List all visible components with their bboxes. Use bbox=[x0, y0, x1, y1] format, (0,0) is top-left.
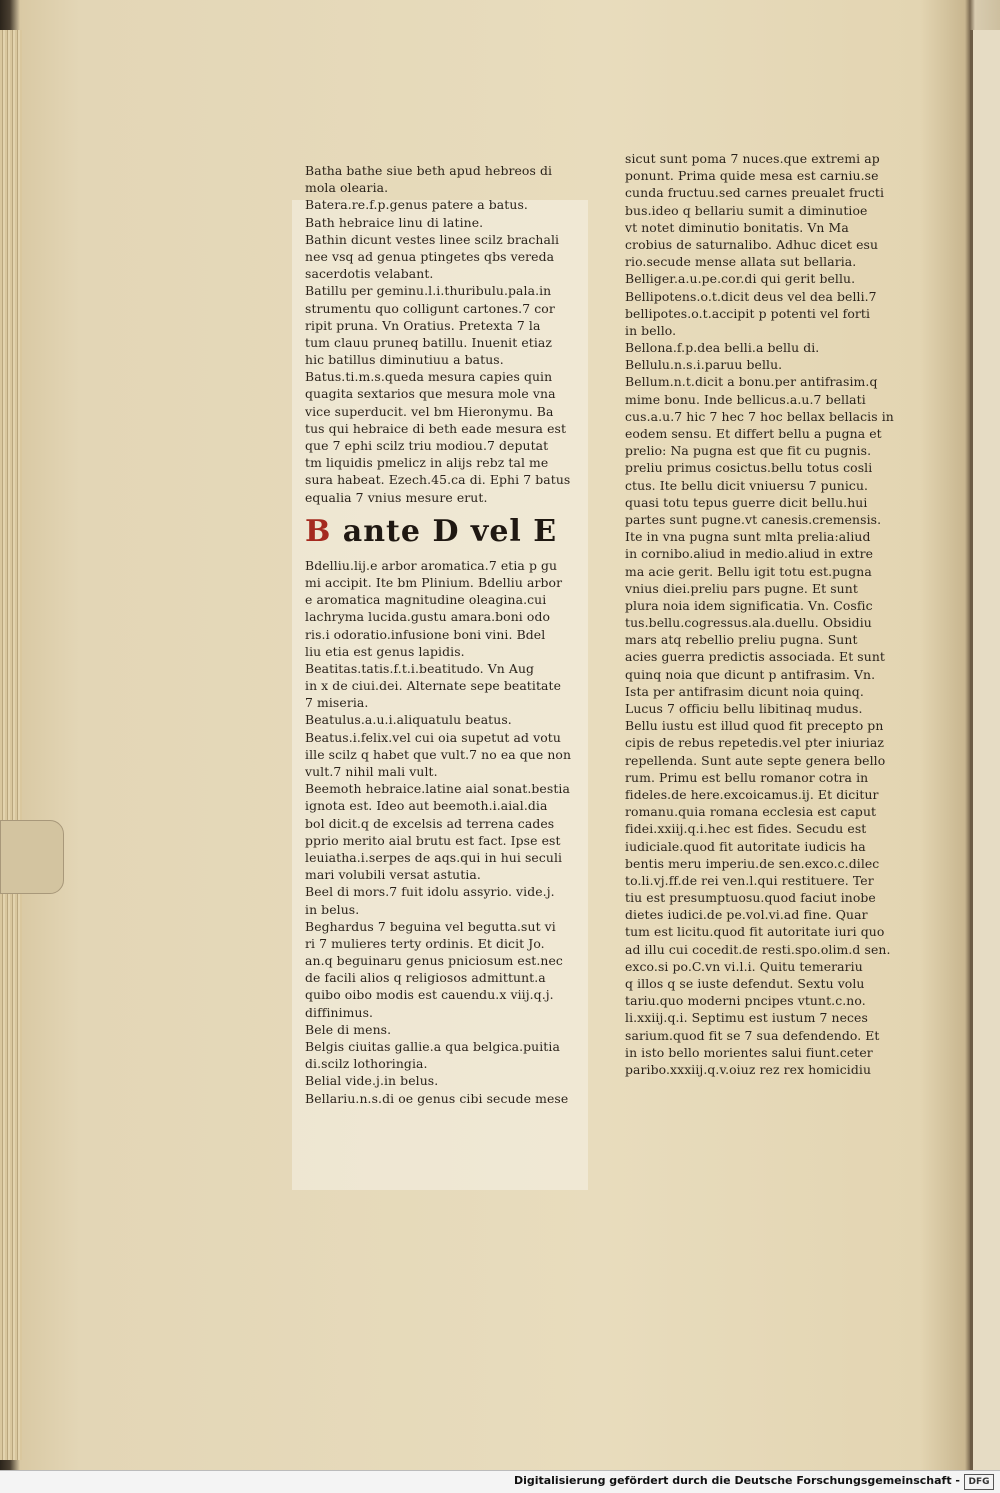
page-stack-edge-right bbox=[970, 30, 1000, 1470]
text-line: lachryma lucida.gustu amara.boni odo bbox=[305, 609, 551, 625]
text-line: in bello. bbox=[625, 322, 677, 338]
text-line: Beemoth hebraice.latine aial sonat.bestia bbox=[305, 781, 570, 797]
text-line: ille scilz q habet que vult.7 no ea que non bbox=[305, 746, 572, 762]
text-line: Bellu iustu est illud quod fit precepto pn bbox=[625, 718, 884, 734]
text-line: Bdelliu.lij.e arbor aromatica.7 etia p gu bbox=[305, 557, 558, 573]
text-line: Bellona.f.p.dea belli.a bellu di. bbox=[625, 340, 820, 356]
text-line: Belial vide.j.in belus. bbox=[305, 1073, 439, 1089]
text-line: Bellariu.n.s.di oe genus cibi secude mese bbox=[305, 1090, 569, 1106]
text-line: strumentu quo colligunt cartones.7 cor bbox=[305, 300, 555, 316]
text-line: Batha bathe siue beth apud hebreos di bbox=[305, 163, 553, 178]
text-line: tm liquidis pmelicz in alijs rebz tal me bbox=[305, 455, 549, 471]
text-line: liu etia est genus lapidis. bbox=[305, 643, 465, 659]
text-line: in cornibo.aliud in medio.aliud in extre bbox=[625, 546, 874, 562]
text-line: sacerdotis velabant. bbox=[305, 266, 434, 282]
text-line: quibo oibo modis est cauendu.x viij.q.j. bbox=[305, 987, 554, 1003]
text-line: ripit pruna. Vn Oratius. Pretexta 7 la bbox=[305, 317, 541, 333]
text-line: Bellulu.n.s.i.paruu bellu. bbox=[625, 357, 783, 373]
text-line: Bellum.n.t.dicit a bonu.per antifrasim.q bbox=[625, 374, 878, 390]
text-line: quinq noia que dicunt p antifrasim. Vn. bbox=[625, 666, 876, 682]
text-line: Beel di mors.7 fuit idolu assyrio. vide.j. bbox=[305, 884, 555, 900]
text-line: mime bonu. Inde bellicus.a.u.7 bellati bbox=[625, 391, 866, 407]
text-line: bol dicit.q de excelsis ad terrena cades bbox=[305, 815, 555, 831]
text-line: Belgis ciuitas gallie.a qua belgica.puitia bbox=[305, 1039, 560, 1054]
text-line: tum est licitu.quod fit autoritate iuri quo bbox=[625, 924, 885, 940]
text-line: Ite in vna pugna sunt mlta prelia:aliud bbox=[625, 529, 871, 545]
text-line: sura habeat. Ezech.45.ca di. Ephi 7 batus bbox=[305, 472, 571, 488]
text-line: ad illu cui cocedit.de resti.spo.olim.d sen. bbox=[625, 941, 891, 957]
text-line: partes sunt pugne.vt canesis.cremensis. bbox=[625, 511, 882, 527]
text-line: vult.7 nihil mali vult. bbox=[305, 764, 438, 779]
text-line: crobius de saturnalibo. Adhuc dicet esu bbox=[625, 236, 879, 252]
text-line: mars atq rebellio preliu pugna. Sunt bbox=[625, 632, 858, 648]
text-line: de facili alios q religiosos admittunt.a bbox=[305, 970, 546, 986]
text-line: dietes iudici.de pe.vol.vi.ad fine. Quar bbox=[625, 907, 868, 923]
text-line: ignota est. Ideo aut beemoth.i.aial.dia bbox=[305, 798, 548, 814]
text-line: to.li.vj.ff.de rei ven.l.qui restituere. Ter bbox=[625, 872, 874, 888]
text-line: sicut sunt poma 7 nuces.que extremi ap bbox=[625, 151, 880, 166]
text-line: hic batillus diminutiuu a batus. bbox=[305, 352, 504, 368]
text-line: Lucus 7 officiu bellu libitinaq mudus. bbox=[625, 701, 863, 716]
text-line: li.xxiij.q.i. Septimu est iustum 7 neces bbox=[625, 1010, 868, 1026]
text-line: vice superducit. vel bm Hieronymu. Ba bbox=[305, 403, 554, 419]
text-line: rum. Primu est bellu romanor cotra in bbox=[625, 769, 869, 785]
section-heading: B ante D vel E bbox=[305, 513, 558, 549]
text-line: romanu.quia romana ecclesia est caput bbox=[625, 804, 877, 820]
text-line: iudiciale.quod fit autoritate iudicis ha bbox=[625, 838, 866, 854]
text-line: paribo.xxxiij.q.v.oiuz rez rex homicidiu bbox=[625, 1061, 872, 1077]
text-line: an.q beguinaru genus pniciosum est.nec bbox=[305, 953, 563, 969]
text-line: eodem sensu. Et differt bellu a pugna et bbox=[625, 426, 882, 441]
page-stack-edge-left bbox=[0, 30, 22, 1460]
text-line: tiu est presumptuosu.quod faciut inobe bbox=[625, 890, 876, 906]
text-line: mola olearia. bbox=[305, 180, 389, 196]
text-line: quagita sextarios que mesura mole vna bbox=[305, 386, 556, 402]
text-line: vt notet diminutio bonitatis. Vn Ma bbox=[625, 219, 849, 235]
text-line: Ista per antifrasim dicunt noia quinq. bbox=[625, 683, 864, 699]
text-line: cipis de rebus repetedis.vel pter iniuriaz bbox=[625, 735, 885, 751]
text-line: fidei.xxiij.q.i.hec est fides. Secudu est bbox=[625, 821, 867, 837]
text-line: Bellipotens.o.t.dicit deus vel dea belli.7 bbox=[625, 288, 877, 304]
text-line: e aromatica magnitudine oleagina.cui bbox=[305, 592, 547, 608]
text-line: 7 miseria. bbox=[305, 695, 369, 711]
text-line: in isto bello morientes salui fiunt.ceter bbox=[625, 1044, 873, 1060]
text-line: Bath hebraice linu di latine. bbox=[305, 214, 484, 230]
text-line: Bele di mens. bbox=[305, 1021, 392, 1037]
text-line: equalia 7 vnius mesure erut. bbox=[305, 489, 488, 505]
text-line: prelio: Na pugna est que fit cu pugnis. bbox=[625, 443, 872, 459]
text-line: tus qui hebraice di beth eade mesura est bbox=[305, 420, 567, 436]
text-line: Beatus.i.felix.vel cui oia supetut ad votu bbox=[305, 729, 561, 745]
page-tab-marker bbox=[0, 820, 64, 894]
text-line: pprio merito aial brutu est fact. Ipse est bbox=[305, 832, 561, 848]
text-line: ctus. Ite bellu dicit vniuersu 7 punicu. bbox=[625, 477, 869, 493]
text-line: q illos q se iuste defendut. Sextu volu bbox=[625, 976, 865, 991]
text-line: preliu primus cosictus.bellu totus cosli bbox=[625, 460, 873, 476]
footer-bar bbox=[0, 1470, 1000, 1493]
text-line: repellenda. Sunt aute septe genera bello bbox=[625, 752, 886, 768]
left-text-column bbox=[305, 162, 597, 1107]
text-line: Beghardus 7 beguina vel begutta.sut vi bbox=[305, 918, 556, 934]
text-line: Batus.ti.m.s.queda mesura capies quin bbox=[305, 369, 553, 385]
text-line: cunda fructuu.sed carnes preualet fructi bbox=[625, 185, 885, 201]
text-line: rio.secude mense allata sut bellaria. bbox=[625, 254, 857, 270]
text-line: fideles.de here.excoicamus.ij. Et dicitur bbox=[625, 786, 879, 802]
text-line: leuiatha.i.serpes de aqs.qui in hui seculi bbox=[305, 849, 563, 865]
text-line: que 7 ephi scilz triu modiou.7 deputat bbox=[305, 438, 549, 453]
text-line: exco.si po.C.vn vi.l.i. Quitu temerariu bbox=[625, 958, 863, 974]
text-line: bus.ideo q bellariu sumit a diminutioe bbox=[625, 202, 868, 218]
text-line: ris.i odoratio.infusione boni vini. Bdel bbox=[305, 626, 546, 642]
text-line: tum clauu pruneq batillu. Inuenit etiaz bbox=[305, 334, 553, 350]
text-line: ri 7 mulieres terty ordinis. Et dicit Jo. bbox=[305, 935, 545, 951]
dfg-logo-icon: DFG bbox=[964, 1474, 994, 1490]
text-line: mari volubili versat astutia. bbox=[305, 867, 481, 883]
text-line: tus.bellu.cogressus.ala.duellu. Obsidiu bbox=[625, 615, 872, 631]
text-line: acies guerra predictis associada. Et sunt bbox=[625, 649, 886, 665]
text-line: Beatulus.a.u.i.aliquatulu beatus. bbox=[305, 712, 512, 728]
text-line: tariu.quo moderni pncipes vtunt.c.no. bbox=[625, 993, 866, 1009]
text-line: cus.a.u.7 hic 7 hec 7 hoc bellax bellacis in bbox=[625, 408, 894, 424]
text-line: Beatitas.tatis.f.t.i.beatitudo. Vn Aug bbox=[305, 660, 535, 676]
text-line: plura noia idem significatia. Vn. Cosfic bbox=[625, 597, 873, 613]
text-line: di.scilz lothoringia. bbox=[305, 1056, 428, 1072]
text-line: Batera.re.f.p.genus patere a batus. bbox=[305, 197, 528, 213]
text-line: ma acie gerit. Bellu igit totu est.pugna bbox=[625, 563, 872, 579]
text-line: Bathin dicunt vestes linee scilz brachali bbox=[305, 231, 560, 247]
text-line: in x de ciui.dei. Alternate sepe beatitate bbox=[305, 678, 562, 694]
text-line: diffinimus. bbox=[305, 1004, 374, 1020]
right-text-column bbox=[625, 150, 910, 1078]
text-line: bellipotes.o.t.accipit p potenti vel forti bbox=[625, 305, 871, 321]
text-line: vnius diei.preliu pars pugne. Et sunt bbox=[625, 580, 858, 596]
text-line: quasi totu tepus guerre dicit bellu.hui bbox=[625, 494, 868, 510]
funding-credit: Digitalisierung gefördert durch die Deutsche Forschungsgemeinschaft - bbox=[513, 1474, 960, 1487]
text-line: sarium.quod fit se 7 sua defendendo. Et bbox=[625, 1027, 880, 1043]
text-line: Batillu per geminu.l.i.thuribulu.pala.in bbox=[305, 283, 552, 299]
text-line: Belliger.a.u.pe.cor.di qui gerit bellu. bbox=[625, 271, 856, 287]
text-line: bentis meru imperiu.de sen.exco.c.dilec bbox=[625, 855, 880, 871]
text-line: mi accipit. Ite bm Plinium. Bdelliu arbor bbox=[305, 574, 563, 590]
text-line: ponunt. Prima quide mesa est carniu.se bbox=[625, 168, 879, 184]
left-entries-top bbox=[305, 162, 597, 506]
right-entries bbox=[625, 150, 910, 1078]
text-line: in belus. bbox=[305, 901, 360, 917]
left-entries-bottom bbox=[305, 557, 597, 1107]
text-line: nee vsq ad genua ptingetes qbs vereda bbox=[305, 248, 555, 264]
